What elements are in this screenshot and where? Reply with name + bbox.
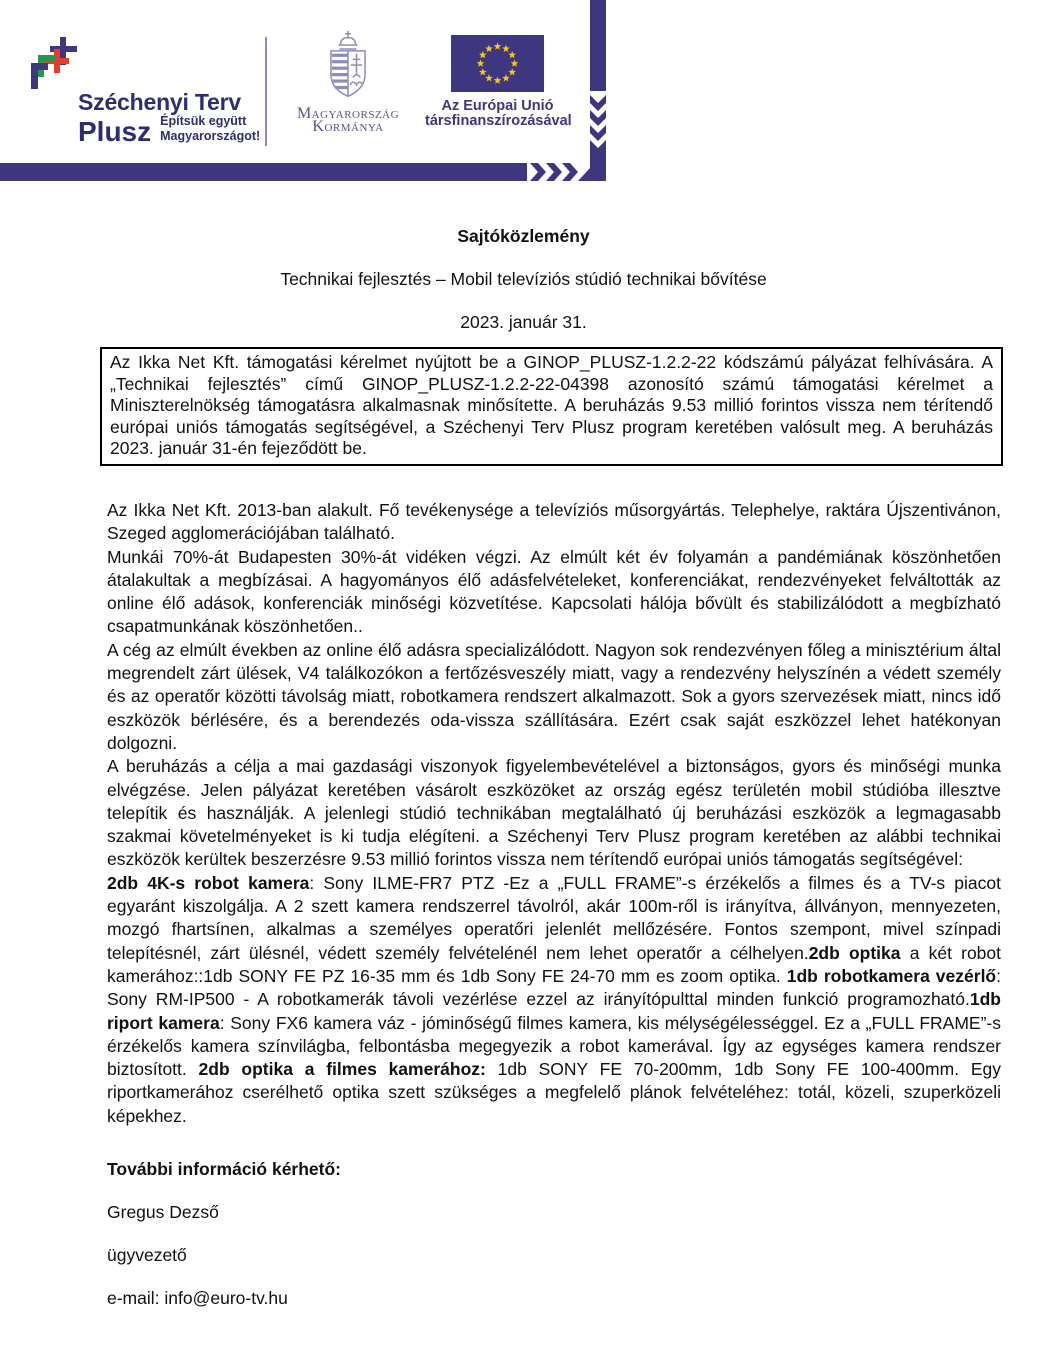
contact-name: Gregus Dezső [107, 1202, 219, 1222]
document-date: 2023. január 31. [460, 312, 587, 332]
eu-caption-line2: társfinanszírozásával [425, 113, 572, 129]
szechenyi-title-line2: Plusz [78, 116, 152, 147]
logo-divider [265, 37, 267, 146]
szechenyi-tagline [160, 114, 260, 145]
eu-caption-line1: Az Európai Unió [441, 98, 554, 114]
contact-email: e-mail: info@euro-tv.hu [107, 1288, 288, 1308]
hungary-coat-of-arms-icon [320, 30, 376, 102]
szechenyi-tagline-line1: Építsük együtt [160, 114, 247, 128]
lead-summary-box: Az Ikka Net Kft. támogatási kérelmet nyújtott be a GINOP_PLUSZ-1.2.2-22 kódszámú pályázat felhívására. A „Technikai fejlesztés” című GINOP_PLUSZ-1.2.2-22-04398 azonosító számú támogatási kérelmet a Miniszterelnökség támogatásra alkalmasnak minősítette. A beruházás 9.53 millió forintos vissza nem térítendő európai uniós támogatás segítségével, a Széchenyi Terv Plusz program keretében valósult meg. A beruházás 2023. január 31-én fejeződött be. [100, 347, 1003, 466]
szechenyi-tagline-line2: Magyarországot! [160, 129, 261, 143]
contact-heading: További információ kérhető: [107, 1159, 342, 1179]
paragraph-work-locations: Munkái 70%-át Budapesten 30%-át vidéken végzi. Az elmúlt két év folyamán a pandémiának köszönhetően átalakultak a megbízásai. A hagyományos élő adásfelvételeket, konferenciákat, rendezvényeket felváltották az online élő adások, konferenciák minőségi közvetítése. Kapcsolati hálója bővült és stabilizálódott a megbízható csapatmunkának köszönhetően.. [107, 546, 1001, 637]
hungary-government-logo [288, 30, 408, 133]
paragraph-company-intro: Az Ikka Net Kft. 2013-ban alakult. Fő tevékenysége a televíziós műsorgyártás. Telephelye, raktára Újszentivánon, Szeged agglomerációjában található. [107, 500, 1001, 544]
document-title: Sajtóközlemény [457, 226, 590, 246]
header [0, 0, 1047, 200]
government-name-line2: Kormánya [312, 118, 384, 135]
eu-cofinancing-logo [425, 35, 570, 129]
document-subtitle: Technikai fejlesztés – Mobil televíziós stúdió technikai bővítése [280, 269, 767, 289]
paragraph-specialization: A cég az elmúlt években az online élő adásra specializálódott. Nagyon sok rendezvényen főleg a minisztérium által megrendelt zárt ülések, V4 találkozókon a fertőzésveszély miatt, vagy a rendezvény helyszínén a védett személy és az operatőr közötti távolság miatt, robotkamera rendszert alkalmazott. Sok a gyors szervezések miatt, nincs idő eszközök bérlésére, és a berendezés oda-vissza szállítására. Ezért csak saját eszközzel lehet hatékonyan dolgozni. [107, 639, 1001, 753]
body-text [107, 499, 1001, 1128]
contact-block [107, 1158, 1001, 1330]
government-name-line1: Magyarország [296, 105, 400, 122]
contact-role: ügyvezető [107, 1245, 187, 1265]
szechenyi-title-line1: Széchenyi Terv [78, 89, 241, 115]
eu-flag-icon [451, 35, 544, 92]
paragraph-investment-goal: A beruházás a célja a mai gazdasági viszonyok figyelembevételével a biztonságos, gyors és minőségi munka elvégzése. Jelen pályázat keretében vásárolt eszközöket az ország egész területén mobil stúdióba illesztve telepítik és használják. A jelenlegi stúdió technikában megtalálható új beruházási eszközök a legmagasabb szakmai követelményeket is ki tudja elégíteni. a Széchenyi Terv Plusz program keretében az alábbi technikai eszközök kerültek beszerzésre 9.53 millió forintos vissza nem térítendő európai uniós támogatás segítségével: [107, 756, 1001, 870]
szechenyi-cross-icon [31, 37, 77, 89]
paragraph-equipment-list: 2db 4K-s robot kamera: Sony ILME-FR7 PTZ -Ez a „FULL FRAME”-s érzékelős a filmes és a TV-s piacot egyaránt kiszolgálja. A 2 szett kamera rendszerrel távolról, akár 100m-ről is irányítva, állványon, mennyezeten, mozgó fhartsínen, alkalmas a személyes operatőri jelenlét mellőzésére. Fontos szempont, mivel színpadi telepítésnél, zárt ülésnél, védett személy felvételénél nem lehet operatőr a célhelyen.2db optika a két robot kamerához::1db SONY FE PZ 16-35 mm és 1db Sony FE 24-70 mm es zoom optika. 1db robotkamera vezérlő: Sony RM-IP500 - A robotkamerák távoli vezérlése ezzel az irányítópulttal minden funkció programozható.1db riport kamera: Sony FX6 kamera váz - jóminőségű filmes kamera, kis mélységélességgel. Ez a „FULL FRAME”-s érzékelős kamera színvilágba, felbontásba megegyezik a robot kamerával. Így az egységes kamera rendszer biztosított. 2db optika a filmes kamerához: 1db SONY FE 70-200mm, 1db Sony FE 100-400mm. Egy riportkamerához cserélhető optika szett szükséges a megfelelő plánok felvételéhez: totál, közeli, szuperközeli képekhez. [107, 872, 1002, 1126]
szechenyi-logo-text [78, 90, 260, 145]
